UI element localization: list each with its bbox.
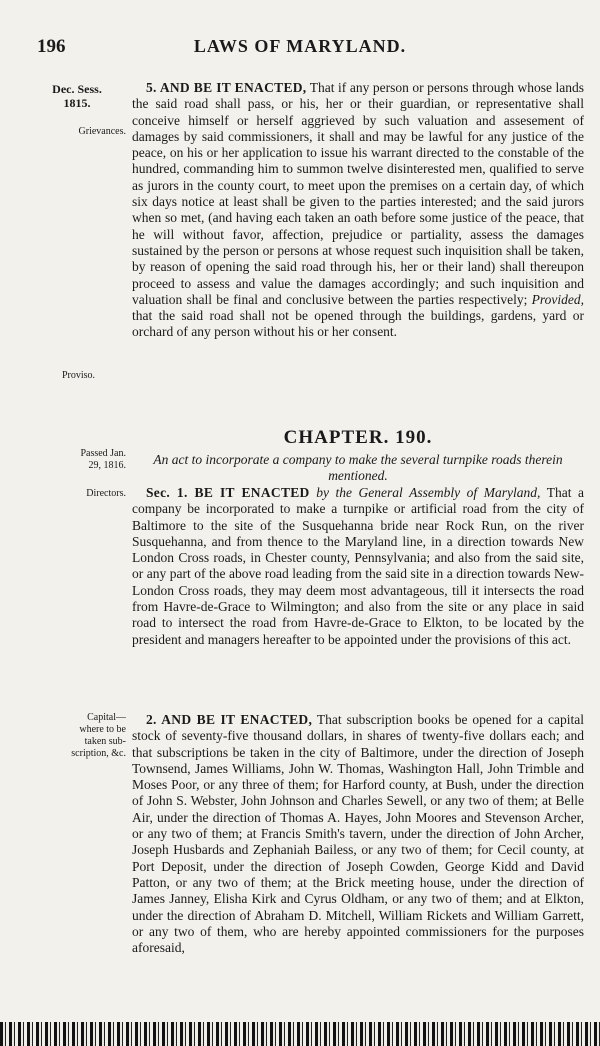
section-1-heading: Sec. 1. BE IT ENACTED [146,485,310,500]
margin-session-line2: 1815. [63,96,91,110]
margin-proviso: Proviso. [62,370,96,381]
margin-passed-line2: 29, 1816. [88,460,126,471]
page-number: 196 [37,36,66,57]
chapter-heading: CHAPTER. 190. [283,427,433,448]
scan-edge-strip [0,1022,600,1046]
margin-capital-line4: scription, &c. [71,748,126,759]
margin-directors: Directors. [86,488,126,499]
margin-passed [28,448,126,472]
section-1-by-line: by the General Assembly of Maryland, [316,485,541,500]
chapter-title: An act to incorporate a company to make the several turnpike roads therein mentioned. [153,452,563,483]
margin-session-line1: Dec. Sess. [52,82,102,96]
margin-capital [28,712,126,760]
section-5-heading: 5. AND BE IT ENACTED, [146,80,307,95]
proviso-word: Provided, [531,291,584,307]
section-2-heading: 2. AND BE IT ENACTED, [146,712,313,727]
margin-session [28,82,126,110]
margin-capital-line2: where to be [79,724,126,735]
section-2 [132,712,584,956]
section-5-text: That if any person or persons through whose lands the said road shall pass, or his, her or their guardian, or representative shall conceive himself or herself aggrieved by such valuation and assesement of damages by said commissioners, it shall and may be lawful for any justice of the peace, on his or her application to issue his warrant directed to the constable of the hundred, commanding him to summon twelve disinterested men, qualified to serve as jurors in the county court, to meet upon the premises on a certain day, of which six days notice at least shall be given to the parties interested; and the said jurors when so met, (and having each taken an oath before some justice of the peace, that he will without favor, affection, prejudice or partiality, assess the damages sustained by the person or persons at whose request such inquisition shall be taken, by reason of opening the said road through his, her or their land) shall thereupon proceed to assess and value the damages accordingly; and such inquisition and valuation shall be final and conclusive between the parties respectively; [132,80,584,307]
margin-grievances: Grievances. [78,126,126,137]
margin-capital-line3: taken sub- [84,736,126,747]
margin-passed-line1: Passed Jan. [80,448,126,459]
section-5 [132,80,584,341]
running-title: LAWS OF MARYLAND. [193,36,407,56]
page-header [0,36,600,66]
margin-capital-line1: Capital— [87,712,126,723]
proviso-text: that the said road shall not be opened through the buildings, gardens, yard or orchard of any person without his or her consent. [132,308,584,340]
section-2-text: That subscription books be opened for a capital stock of seventy-five thousand dollars, in shares of twenty-five dollars each; and that subscriptions be taken in the city of Baltimore, under the direction of Joseph Townsend, James Williams, John W. Thomas, Washington Hall, John Trimble and Moses Poor, or any three of them; for Harford county, at Bush, under the direction of John S. Webster, John Johnson and Charles Sewell, or any two of them; at Belle Air, under the direction of Thomas A. Hayes, John Moores and Stevenson Archer, or any two of them; at Francis Smith's tavern, under the direction of John Archer, Joseph Husbards and Zephaniah Bailess, or any two of them; for Cecil county, at Port Deposit, under the direction of Joseph Cowden, George Kidd and David Patton, or any two of them; at the Brick meeting house, under the direction of James Janney, Elisha Kirk and Cyrus Oldham, or any two of them; and at Elkton, under the direction of Abraham D. Mitchell, William Rickets and William Garrett, or any two of them, who are hereby appointed commissioners for the purposes aforesaid, [132,712,584,956]
section-1 [132,485,584,648]
section-1-text: That a company be incorporated to make a turnpike or artificial road from the city of Baltimore to the site of the Susquehanna bride near Rock Run, on the river Susquehanna, and from thence to the Maryland line, in a direction towards New London Cross roads, in Chester county, Pennsylvania; and also from the said site, or any part of the above road leading from the said site in a direction towards New-London Cross roads, they may deem most advantageous, till it intersects the road from Havre-de-Grace to Wilmington; and also from the site or any place in said road to intersect the road from Havre-de-Grace to Elkton, to be located by the president and managers hereafter to be appointed under the provisions of this act. [132,485,585,647]
